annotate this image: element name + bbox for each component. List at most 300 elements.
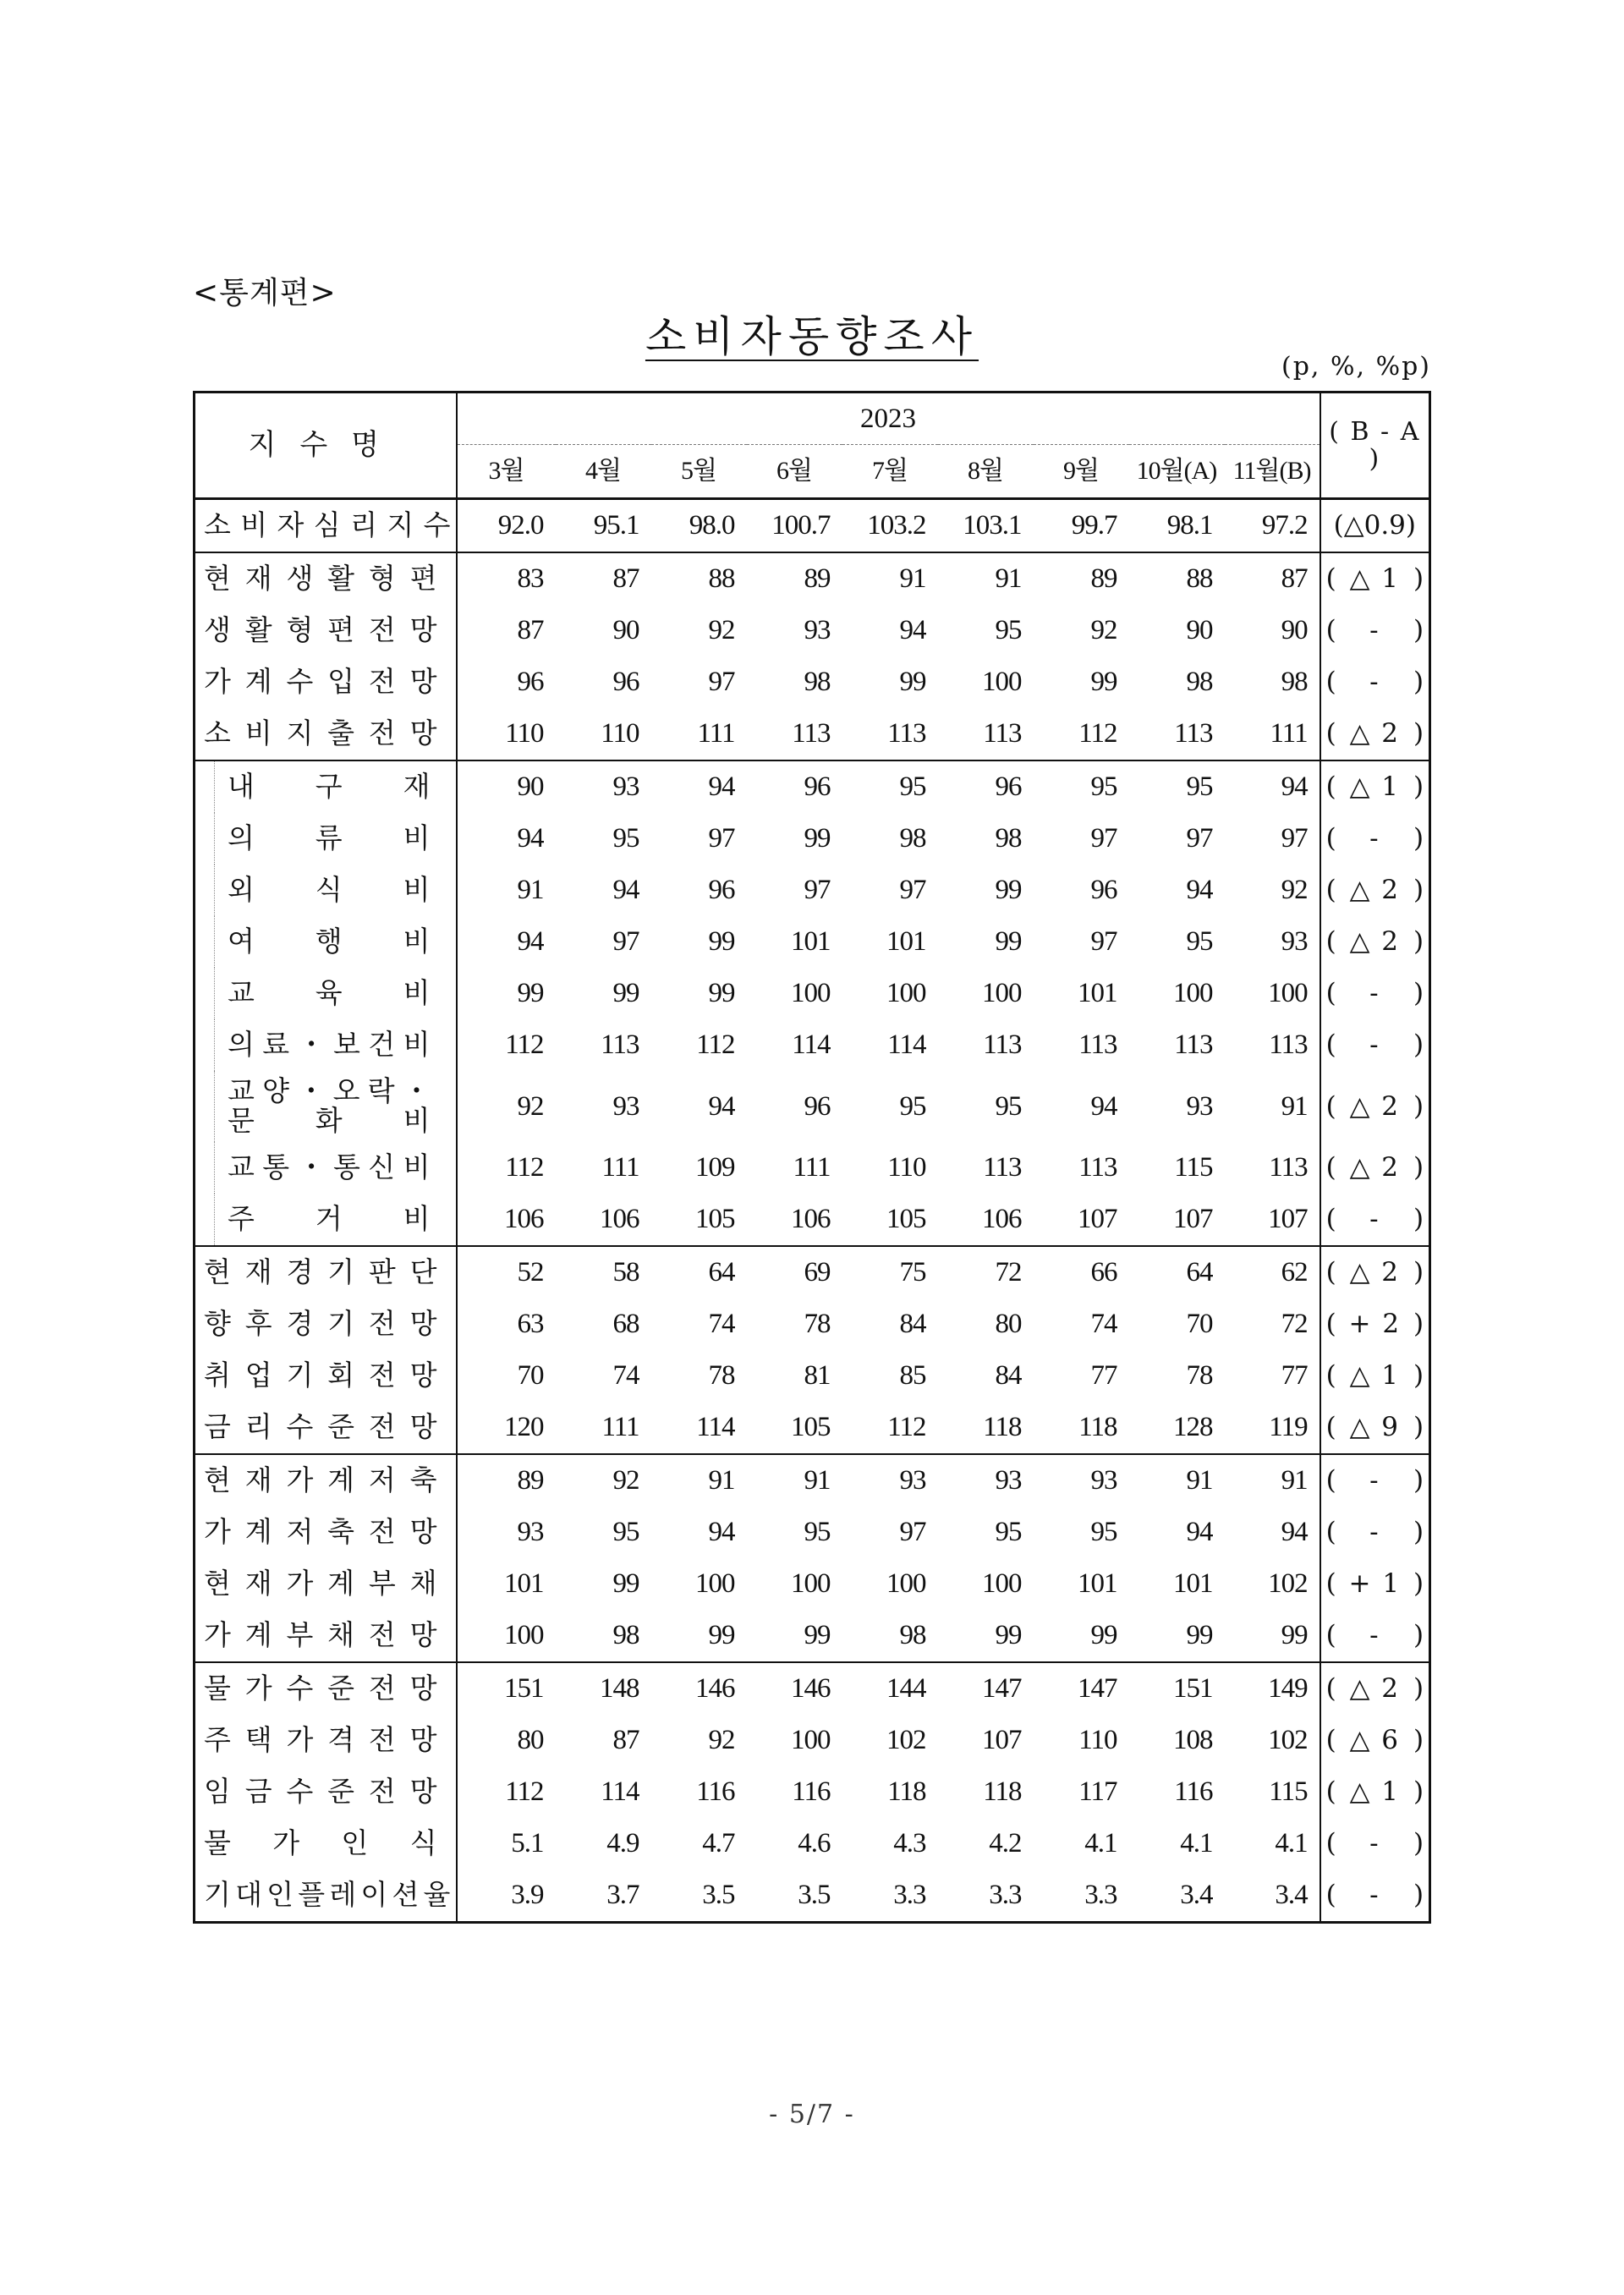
row-label: 생 활 형 편 전 망	[195, 605, 457, 656]
value-cell: 99	[899, 667, 926, 698]
value-cell: 99	[1129, 1610, 1225, 1662]
value-cell: 107	[982, 1725, 1022, 1756]
value-cell: 58	[612, 1257, 639, 1288]
value-cell: 3.9	[511, 1880, 544, 1911]
diff-header: ( B - A )	[1320, 393, 1430, 499]
table-row	[195, 1818, 1430, 1869]
value-cell: 97	[612, 926, 639, 958]
value-cell: 147	[982, 1673, 1022, 1705]
value-cell: 116	[696, 1776, 735, 1808]
table-row	[195, 1454, 1430, 1507]
row-label: 주 거 비	[195, 1194, 457, 1246]
value-cell: 70	[517, 1360, 544, 1392]
diff-cell: ( + 1 )	[1320, 1558, 1430, 1610]
value-cell: 114	[601, 1776, 639, 1808]
value-cell: 100	[982, 1568, 1022, 1600]
value-cell: 63	[517, 1309, 544, 1340]
value-cell: 92	[708, 1725, 735, 1756]
value-cell: 97	[708, 823, 735, 854]
table-row	[195, 1869, 1430, 1923]
value-cell: 80	[995, 1309, 1022, 1340]
value-cell: 89	[1090, 563, 1117, 595]
value-cell: 93	[995, 1465, 1022, 1496]
value-cell: 4.1	[1275, 1828, 1308, 1859]
value-cell: 93	[1281, 926, 1308, 958]
table-row	[195, 1071, 1430, 1142]
value-cell: 91	[1281, 1090, 1308, 1122]
table-row	[195, 708, 1430, 760]
value-cell: 111	[556, 1402, 651, 1454]
value-cell: 87	[1281, 563, 1308, 595]
table-row	[195, 1662, 1430, 1715]
value-cell: 97	[1186, 823, 1213, 854]
value-cell: 118	[1034, 1402, 1129, 1454]
value-cell: 111	[793, 1152, 831, 1183]
value-cell: 94	[651, 760, 747, 813]
value-cell: 3.5	[702, 1880, 735, 1911]
value-cell: 146	[791, 1673, 831, 1705]
value-cell: 100	[791, 978, 831, 1009]
table-row	[195, 968, 1430, 1019]
value-cell: 98	[804, 667, 831, 698]
value-cell: 84	[899, 1309, 926, 1340]
value-cell: 74	[1090, 1309, 1117, 1340]
value-cell: 75	[899, 1257, 926, 1288]
value-cell: 99.7	[1034, 499, 1129, 553]
value-cell: 98	[556, 1610, 651, 1662]
row-label: 현 재 경 기 판 단	[195, 1246, 457, 1298]
value-cell: 110	[556, 708, 651, 760]
row-label: 주 택 가 격 전 망	[195, 1715, 457, 1766]
value-cell: 113	[1174, 1029, 1213, 1061]
value-cell: 99	[804, 823, 831, 854]
row-label: 현 재 가 계 저 축	[195, 1454, 457, 1507]
value-cell: 96	[1090, 875, 1117, 906]
value-cell: 97	[899, 875, 926, 906]
value-cell: 97	[708, 667, 735, 698]
value-cell: 95	[612, 823, 639, 854]
value-cell: 99	[612, 978, 639, 1009]
value-cell: 4.1	[1084, 1828, 1117, 1859]
value-cell: 74	[708, 1309, 735, 1340]
value-cell: 114	[651, 1402, 747, 1454]
diff-cell: ( - )	[1320, 813, 1430, 865]
value-cell: 91	[1186, 1465, 1213, 1496]
value-cell: 91	[708, 1465, 735, 1496]
value-cell: 113	[983, 1152, 1022, 1183]
value-cell: 91	[899, 563, 926, 595]
table-row	[195, 552, 1430, 605]
diff-cell: ( △ 2 )	[1320, 1246, 1430, 1298]
value-cell: 78	[708, 1360, 735, 1392]
row-label: 교 육 비	[195, 968, 457, 1019]
value-cell: 95	[995, 1090, 1022, 1122]
value-cell: 3.3	[893, 1880, 926, 1911]
table-row	[195, 1298, 1430, 1350]
value-cell: 112	[842, 1402, 938, 1454]
value-cell: 97	[804, 875, 831, 906]
index-name-header: 지수명	[195, 393, 457, 499]
value-cell: 105	[747, 1402, 842, 1454]
diff-cell: ( - )	[1320, 1818, 1430, 1869]
value-cell: 91	[995, 563, 1022, 595]
table-row	[195, 499, 1430, 553]
value-cell: 100	[695, 1568, 735, 1600]
diff-cell: ( - )	[1320, 656, 1430, 708]
value-cell: 99	[651, 1610, 747, 1662]
value-cell: 100	[791, 1725, 831, 1756]
value-cell: 108	[1173, 1725, 1213, 1756]
value-cell: 99	[708, 926, 735, 958]
value-cell: 70	[1186, 1309, 1213, 1340]
row-label: 내 구 재	[195, 760, 457, 813]
value-cell: 118	[887, 1776, 926, 1808]
value-cell: 85	[899, 1360, 926, 1392]
value-cell: 101	[1173, 1568, 1213, 1600]
row-label: 금 리 수 준 전 망	[195, 1402, 457, 1454]
value-cell: 100	[982, 978, 1022, 1009]
value-cell: 112	[696, 1029, 735, 1061]
value-cell: 92	[517, 1090, 544, 1122]
value-cell: 99	[995, 875, 1022, 906]
value-cell: 3.5	[798, 1880, 831, 1911]
value-cell: 95	[842, 760, 938, 813]
table-row	[195, 1142, 1430, 1194]
value-cell: 95	[899, 1090, 926, 1122]
value-cell: 94	[899, 615, 926, 646]
value-cell: 97	[1090, 926, 1117, 958]
row-label: 외 식 비	[195, 865, 457, 916]
value-cell: 4.2	[989, 1828, 1022, 1859]
value-cell: 96	[708, 875, 735, 906]
value-cell: 100	[886, 1568, 926, 1600]
value-cell: 99	[517, 978, 544, 1009]
diff-cell: ( △ 1 )	[1320, 552, 1430, 605]
value-cell: 52	[517, 1257, 544, 1288]
value-cell: 97	[1090, 823, 1117, 854]
value-cell: 99	[1034, 1610, 1129, 1662]
value-cell: 95.1	[556, 499, 651, 553]
table-row	[195, 1350, 1430, 1402]
row-label: 기 대 인 플 레 이 션 율	[195, 1869, 457, 1923]
section-tag: <통계편>	[193, 276, 337, 310]
value-cell: 147	[1078, 1673, 1117, 1705]
value-cell: 92	[708, 615, 735, 646]
row-label: 물 가 인 식	[195, 1818, 457, 1869]
value-cell: 113	[1078, 1152, 1117, 1183]
value-cell: 88	[1186, 563, 1213, 595]
value-cell: 103.2	[842, 499, 938, 553]
value-cell: 106	[938, 1194, 1034, 1246]
value-cell: 100	[886, 978, 926, 1009]
value-cell: 98	[899, 823, 926, 854]
value-cell: 93	[517, 1517, 544, 1548]
value-cell: 128	[1129, 1402, 1225, 1454]
value-cell: 91	[517, 875, 544, 906]
value-cell: 116	[1174, 1776, 1213, 1808]
value-cell: 106	[556, 1194, 651, 1246]
row-label: 가 계 수 입 전 망	[195, 656, 457, 708]
value-cell: 100	[1268, 978, 1308, 1009]
value-cell: 113	[1269, 1029, 1308, 1061]
row-label: 취 업 기 회 전 망	[195, 1350, 457, 1402]
value-cell: 94	[517, 823, 544, 854]
value-cell: 102	[886, 1725, 926, 1756]
value-cell: 81	[804, 1360, 831, 1392]
table-row	[195, 605, 1430, 656]
value-cell: 95	[1034, 760, 1129, 813]
value-cell: 96	[938, 760, 1034, 813]
value-cell: 99	[708, 978, 735, 1009]
diff-cell: ( - )	[1320, 1454, 1430, 1507]
value-cell: 99	[1225, 1610, 1320, 1662]
value-cell: 97	[1281, 823, 1308, 854]
value-cell: 148	[600, 1673, 639, 1705]
value-cell: 92.0	[457, 499, 556, 553]
value-cell: 4.1	[1180, 1828, 1213, 1859]
value-cell: 4.3	[893, 1828, 926, 1859]
value-cell: 113	[601, 1029, 639, 1061]
value-cell: 112	[505, 1776, 544, 1808]
value-cell: 99	[747, 1610, 842, 1662]
month-header: 7월	[842, 445, 938, 499]
value-cell: 118	[983, 1776, 1022, 1808]
diff-cell: ( △ 2 )	[1320, 1071, 1430, 1142]
value-cell: 4.6	[798, 1828, 831, 1859]
value-cell: 113	[1078, 1029, 1117, 1061]
value-cell: 110	[457, 708, 556, 760]
value-cell: 91	[804, 1465, 831, 1496]
diff-cell: ( △ 9 )	[1320, 1402, 1430, 1454]
month-header: 3월	[457, 445, 556, 499]
value-cell: 91	[1281, 1465, 1308, 1496]
diff-cell: ( + 2 )	[1320, 1298, 1430, 1350]
value-cell: 94	[708, 1517, 735, 1548]
value-cell: 149	[1268, 1673, 1308, 1705]
value-cell: 87	[517, 615, 544, 646]
value-cell: 96	[612, 667, 639, 698]
value-cell: 94	[517, 926, 544, 958]
value-cell: 113	[842, 708, 938, 760]
month-header: 6월	[747, 445, 842, 499]
table-row	[195, 865, 1430, 916]
table-row	[195, 1194, 1430, 1246]
month-header: 11월(B)	[1225, 445, 1320, 499]
value-cell: 101	[1078, 1568, 1117, 1600]
value-cell: 74	[612, 1360, 639, 1392]
value-cell: 113	[1129, 708, 1225, 760]
value-cell: 97	[899, 1517, 926, 1548]
diff-cell: ( △ 1 )	[1320, 760, 1430, 813]
value-cell: 98.1	[1129, 499, 1225, 553]
diff-cell: ( - )	[1320, 1869, 1430, 1923]
value-cell: 92	[1281, 875, 1308, 906]
table-row	[195, 916, 1430, 968]
table-row	[195, 1610, 1430, 1662]
value-cell: 95	[1129, 760, 1225, 813]
value-cell: 3.3	[1084, 1880, 1117, 1911]
table-row	[195, 1019, 1430, 1071]
diff-cell: ( - )	[1320, 1610, 1430, 1662]
row-label: 가 계 저 축 전 망	[195, 1507, 457, 1558]
diff-cell: ( △ 2 )	[1320, 1662, 1430, 1715]
row-label: 소 비 자 심 리 지 수	[195, 499, 457, 553]
table-row	[195, 760, 1430, 813]
diff-cell: ( △ 2 )	[1320, 916, 1430, 968]
value-cell: 112	[505, 1029, 544, 1061]
value-cell: 92	[612, 1465, 639, 1496]
value-cell: 90	[612, 615, 639, 646]
value-cell: 94	[1090, 1090, 1117, 1122]
value-cell: 96	[517, 667, 544, 698]
value-cell: 102	[1268, 1725, 1308, 1756]
value-cell: 66	[1090, 1257, 1117, 1288]
value-cell: 95	[995, 615, 1022, 646]
value-cell: 118	[938, 1402, 1034, 1454]
value-cell: 90	[1281, 615, 1308, 646]
diff-cell: ( △ 2 )	[1320, 865, 1430, 916]
row-label: 현 재 생 활 형 편	[195, 552, 457, 605]
row-label: 여 행 비	[195, 916, 457, 968]
table-row	[195, 656, 1430, 708]
value-cell: 114	[792, 1029, 831, 1061]
value-cell: 101	[1078, 978, 1117, 1009]
value-cell: 103.1	[938, 499, 1034, 553]
row-label: 물 가 수 준 전 망	[195, 1662, 457, 1715]
diff-cell: ( △ 1 )	[1320, 1350, 1430, 1402]
value-cell: 100	[791, 1568, 831, 1600]
value-cell: 111	[651, 708, 747, 760]
value-cell: 116	[792, 1776, 831, 1808]
value-cell: 100.7	[747, 499, 842, 553]
row-label: 교 양 ・ 오 락 ・ 문 화 비	[195, 1071, 457, 1142]
value-cell: 113	[1269, 1152, 1308, 1183]
value-cell: 93	[612, 1090, 639, 1122]
value-cell: 100	[457, 1610, 556, 1662]
month-header: 5월	[651, 445, 747, 499]
value-cell: 3.3	[989, 1880, 1022, 1911]
value-cell: 80	[517, 1725, 544, 1756]
value-cell: 95	[612, 1517, 639, 1548]
table-row	[195, 1766, 1430, 1818]
value-cell: 102	[1268, 1568, 1308, 1600]
value-cell: 77	[1090, 1360, 1117, 1392]
value-cell: 99	[938, 1610, 1034, 1662]
row-label: 의 료 ・ 보 건 비	[195, 1019, 457, 1071]
value-cell: 64	[708, 1257, 735, 1288]
value-cell: 99	[612, 1568, 639, 1600]
value-cell: 101	[886, 926, 926, 958]
value-cell: 78	[804, 1309, 831, 1340]
table-row	[195, 1402, 1430, 1454]
value-cell: 4.9	[606, 1828, 639, 1859]
value-cell: 93	[1090, 1465, 1117, 1496]
value-cell: 101	[504, 1568, 544, 1600]
value-cell: 144	[886, 1673, 926, 1705]
value-cell: 62	[1281, 1257, 1308, 1288]
row-label: 임 금 수 준 전 망	[195, 1766, 457, 1818]
value-cell: 72	[1281, 1309, 1308, 1340]
value-cell: 87	[612, 563, 639, 595]
value-cell: 110	[1078, 1725, 1117, 1756]
value-cell: 94	[1186, 875, 1213, 906]
value-cell: 94	[1225, 760, 1320, 813]
table-row	[195, 1715, 1430, 1766]
value-cell: 97.2	[1225, 499, 1320, 553]
value-cell: 64	[1186, 1257, 1213, 1288]
value-cell: 98	[1186, 667, 1213, 698]
value-cell: 93	[804, 615, 831, 646]
value-cell: 107	[1225, 1194, 1320, 1246]
value-cell: 106	[747, 1194, 842, 1246]
diff-cell: ( △ 6 )	[1320, 1715, 1430, 1766]
value-cell: 94	[612, 875, 639, 906]
value-cell: 105	[651, 1194, 747, 1246]
value-cell: 115	[1174, 1152, 1213, 1183]
value-cell: 151	[1173, 1673, 1213, 1705]
diff-cell: ( - )	[1320, 968, 1430, 1019]
value-cell: 107	[1129, 1194, 1225, 1246]
value-cell: 95	[995, 1517, 1022, 1548]
value-cell: 78	[1186, 1360, 1213, 1392]
diff-cell: ( △ 2 )	[1320, 708, 1430, 760]
row-label: 의 류 비	[195, 813, 457, 865]
value-cell: 109	[695, 1152, 735, 1183]
value-cell: 3.7	[606, 1880, 639, 1911]
value-cell: 151	[504, 1673, 544, 1705]
value-cell: 95	[1090, 1517, 1117, 1548]
value-cell: 93	[1186, 1090, 1213, 1122]
month-header: 8월	[938, 445, 1034, 499]
consumer-survey-table	[193, 391, 1431, 1924]
unit-note: (p, %, %p)	[1281, 352, 1431, 382]
row-label: 현 재 가 계 부 채	[195, 1558, 457, 1610]
value-cell: 114	[887, 1029, 926, 1061]
value-cell: 111	[1225, 708, 1320, 760]
value-cell: 100	[1173, 978, 1213, 1009]
value-cell: 98	[995, 823, 1022, 854]
value-cell: 72	[995, 1257, 1022, 1288]
diff-cell: ( - )	[1320, 1194, 1430, 1246]
value-cell: 3.4	[1180, 1880, 1213, 1911]
month-header: 10월(A)	[1129, 445, 1225, 499]
value-cell: 117	[1078, 1776, 1117, 1808]
row-label: 소 비 지 출 전 망	[195, 708, 457, 760]
value-cell: 105	[842, 1194, 938, 1246]
value-cell: 4.7	[702, 1828, 735, 1859]
row-label: 교 통 ・ 통 신 비	[195, 1142, 457, 1194]
document-title: 소비자동향조사	[645, 312, 979, 361]
value-cell: 69	[804, 1257, 831, 1288]
value-cell: 5.1	[511, 1828, 544, 1859]
year-header: 2023	[457, 393, 1320, 445]
value-cell: 94	[1281, 1517, 1308, 1548]
table-body	[195, 499, 1430, 1923]
value-cell: 93	[556, 760, 651, 813]
row-label: 가 계 부 채 전 망	[195, 1610, 457, 1662]
value-cell: 87	[612, 1725, 639, 1756]
value-cell: 115	[1269, 1776, 1308, 1808]
value-cell: 113	[938, 708, 1034, 760]
value-cell: 107	[1034, 1194, 1129, 1246]
month-header: 9월	[1034, 445, 1129, 499]
value-cell: 94	[708, 1090, 735, 1122]
value-cell: 93	[899, 1465, 926, 1496]
table-row	[195, 1246, 1430, 1298]
table-row	[195, 813, 1430, 865]
value-cell: 95	[804, 1517, 831, 1548]
value-cell: 84	[995, 1360, 1022, 1392]
